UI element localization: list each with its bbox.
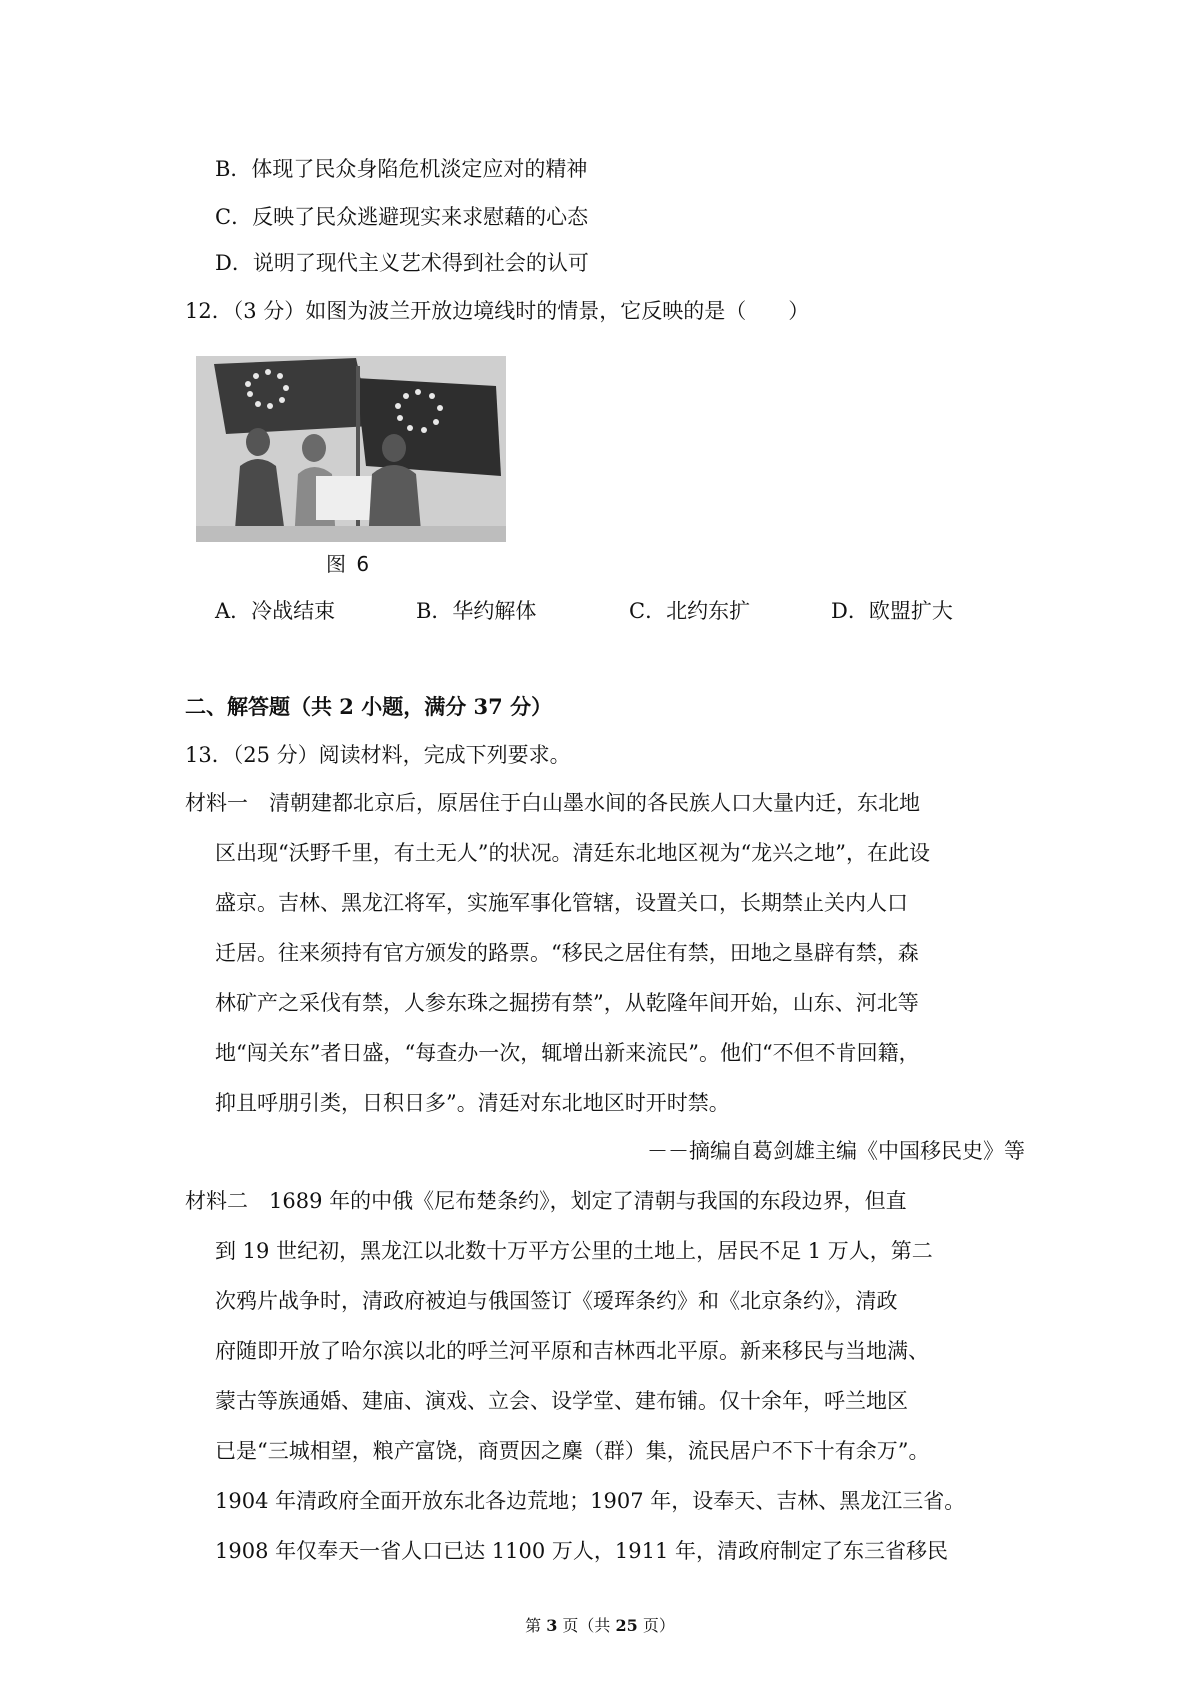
material1-source: －－摘编自葛剑雄主编《中国移民史》等 bbox=[647, 1139, 1025, 1163]
q11-option-c: C．反映了民众逃避现实来求慰藉的心态 bbox=[215, 205, 589, 229]
footer-page-number: 3 bbox=[546, 1616, 558, 1635]
material1-line: 迁居。往来须持有官方颁发的路票。“移民之居住有禁，田地之垦辟有禁，森 bbox=[215, 941, 919, 965]
q11-option-d: D．说明了现代主义艺术得到社会的认可 bbox=[215, 251, 589, 275]
material1-line: 抑且呼朋引类，日积日多”。清廷对东北地区时开时禁。 bbox=[215, 1091, 730, 1115]
footer-suffix: 页） bbox=[637, 1616, 675, 1635]
section-heading: 二、解答题（共 2 小题，满分 37 分） bbox=[185, 694, 553, 719]
page-footer bbox=[0, 1613, 1200, 1636]
material2-line: 材料二 1689 年的中俄《尼布楚条约》，划定了清朝与我国的东段边界，但直 bbox=[185, 1189, 907, 1213]
material2-line: 1904 年清政府全面开放东北各边荒地；1907 年，设奉天、吉林、黑龙江三省。 bbox=[215, 1489, 966, 1513]
q12-choice-a: A．冷战结束 bbox=[215, 599, 336, 623]
material1-line: 盛京。吉林、黑龙江将军，实施军事化管辖，设置关口，长期禁止关内人口 bbox=[215, 891, 908, 915]
material1-line: 地“闯关东”者日盛，“每查办一次，辄增出新来流民”。他们“不但不肯回籍， bbox=[215, 1041, 920, 1065]
material1-line: 林矿产之采伐有禁，人参东珠之掘捞有禁”，从乾隆年间开始，山东、河北等 bbox=[215, 991, 919, 1015]
q12-choice-b: B．华约解体 bbox=[416, 599, 537, 623]
q12-choice-d: D．欧盟扩大 bbox=[831, 599, 953, 623]
material2-line: 蒙古等族通婚、建庙、演戏、立会、设学堂、建布铺。仅十余年，呼兰地区 bbox=[215, 1389, 908, 1413]
footer-total-pages: 25 bbox=[615, 1616, 638, 1635]
material2-line: 1908 年仅奉天一省人口已达 1100 万人，1911 年，清政府制定了东三省移民 bbox=[215, 1539, 949, 1563]
material2-line: 已是“三城相望，粮产富饶，商贾因之麇（群）集，流民居户不下十有余万”。 bbox=[215, 1439, 930, 1463]
figure-caption: 图 6 bbox=[326, 552, 372, 576]
q12-photo bbox=[196, 356, 506, 542]
material2-line: 到 19 世纪初，黑龙江以北数十万平方公里的土地上，居民不足 1 万人，第二 bbox=[215, 1239, 933, 1263]
material1-line: 区出现“沃野千里，有土无人”的状况。清廷东北地区视为“龙兴之地”，在此设 bbox=[215, 841, 930, 865]
q12-choice-c: C．北约东扩 bbox=[629, 599, 751, 623]
footer-prefix: 第 bbox=[525, 1616, 547, 1635]
footer-middle: 页（共 bbox=[557, 1616, 616, 1635]
material1-line: 材料一 清朝建都北京后，原居住于白山墨水间的各民族人口大量内迁，东北地 bbox=[185, 791, 920, 815]
q11-option-b: B．体现了民众身陷危机淡定应对的精神 bbox=[215, 157, 588, 181]
q12-stem: 12．（3 分）如图为波兰开放边境线时的情景，它反映的是（ ） bbox=[185, 299, 810, 323]
material2-line: 次鸦片战争时，清政府被迫与俄国签订《瑷珲条约》和《北京条约》，清政 bbox=[215, 1289, 898, 1313]
border-opening-photo bbox=[196, 356, 506, 542]
q13-stem: 13．（25 分）阅读材料，完成下列要求。 bbox=[185, 743, 571, 767]
material2-line: 府随即开放了哈尔滨以北的呼兰河平原和吉林西北平原。新来移民与当地满、 bbox=[215, 1339, 929, 1363]
